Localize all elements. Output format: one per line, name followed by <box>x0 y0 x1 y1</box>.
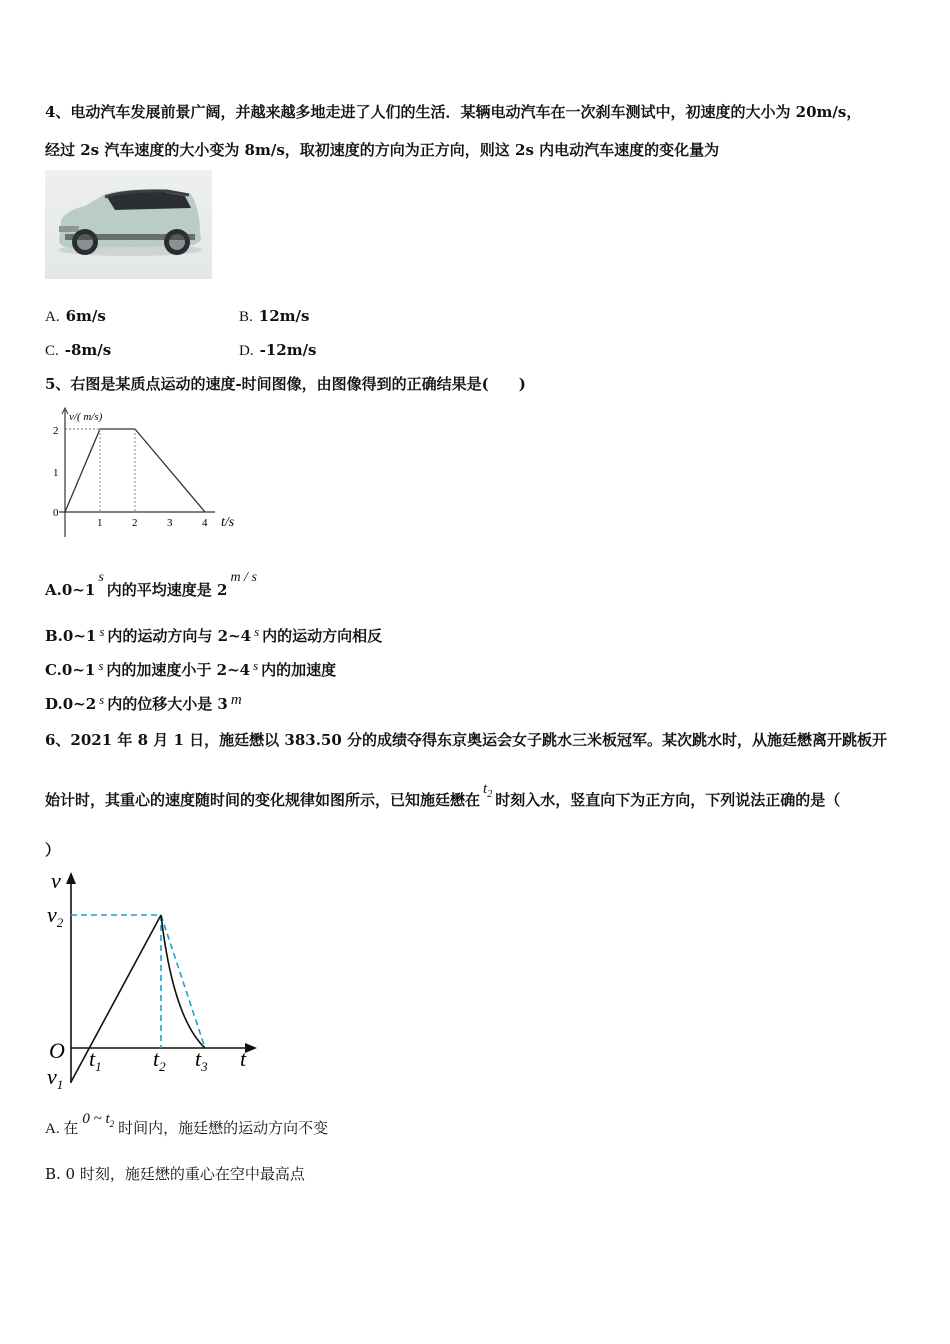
q4-option-b[interactable]: B. 12m/s <box>239 307 310 325</box>
q6-t1-label: $t_1$ <box>89 1046 102 1074</box>
q6-vt-graph <box>45 868 265 1093</box>
q5-vt-graph <box>45 402 255 542</box>
q6-v1-label: $v_1$ <box>47 1064 64 1092</box>
q5-option-b[interactable]: B.0~1 s 内的运动方向与 2~4 s 内的运动方向相反 <box>45 624 383 645</box>
car-image <box>45 170 212 279</box>
q5-x-tick-3: 3 <box>167 517 173 529</box>
q6-v2-label: $v_2$ <box>47 902 64 930</box>
q5-x-tick-4: 4 <box>202 517 208 529</box>
q6-option-b[interactable]: B. 0 时刻，施廷懋的重心在空中最高点 <box>45 1165 305 1183</box>
q5-y-axis-label: v/( m/s) <box>69 411 103 423</box>
q6-t2-label: $t_2$ <box>153 1046 166 1074</box>
q6-stem-line3: ） <box>45 841 61 859</box>
q5-y-tick-1: 1 <box>53 467 59 479</box>
q5-y-tick-0: 0 <box>53 507 59 519</box>
q6-v-axis-label: v <box>51 868 61 893</box>
q5-option-d[interactable]: D.0~2 s 内的位移大小是 3 m <box>45 692 242 713</box>
q6-origin-label: O <box>49 1038 65 1063</box>
q5-stem: 5、右图是某质点运动的速度-时间图像，由图像得到的正确结果是( ) <box>45 375 526 393</box>
q4-option-a[interactable]: A. 6m/s <box>45 307 106 325</box>
q5-y-tick-2: 2 <box>53 425 59 437</box>
q5-x-tick-2: 2 <box>132 517 138 529</box>
q5-x-axis-label: t/s <box>221 515 235 530</box>
q4-stem-line1: 4、电动汽车发展前景广阔，并越来越多地走进了人们的生活．某辆电动汽车在一次刹车测试中，初速度的大小为 20m/s， <box>45 103 862 121</box>
q5-x-tick-1: 1 <box>97 517 103 529</box>
q4-option-d[interactable]: D. -12m/s <box>239 341 317 359</box>
q6-t3-label: $t_3$ <box>195 1046 208 1074</box>
q4-option-c[interactable]: C. -8m/s <box>45 341 112 359</box>
q5-option-a[interactable]: A.0~1s内的平均速度是 2m / s <box>45 570 257 599</box>
q4-stem-line2: 经过 2s 汽车速度的大小变为 8m/s，取初速度的方向为正方向，则这 2s 内电动汽车速度的变化量为 <box>45 141 720 159</box>
q6-stem-line1: 6、2021 年 8 月 1 日，施廷懋以 383.50 分的成绩夺得东京奥运会女子跳水三米板冠军。某次跳水时，从施廷懋离开跳板开 <box>45 731 888 749</box>
q5-option-c[interactable]: C.0~1 s 内的加速度小于 2~4 s 内的加速度 <box>45 658 337 679</box>
q6-option-a[interactable]: A. 在0 ~ $t_2$ 时间内，施廷懋的运动方向不变 <box>45 1111 329 1137</box>
q6-t-axis-label: t <box>240 1046 247 1071</box>
q6-stem-line2: 始计时，其重心的速度随时间的变化规律如图所示，已知施廷懋在$t_2$ 时刻入水，竖直向下为正方向，下列说法正确的是（ <box>45 781 841 809</box>
